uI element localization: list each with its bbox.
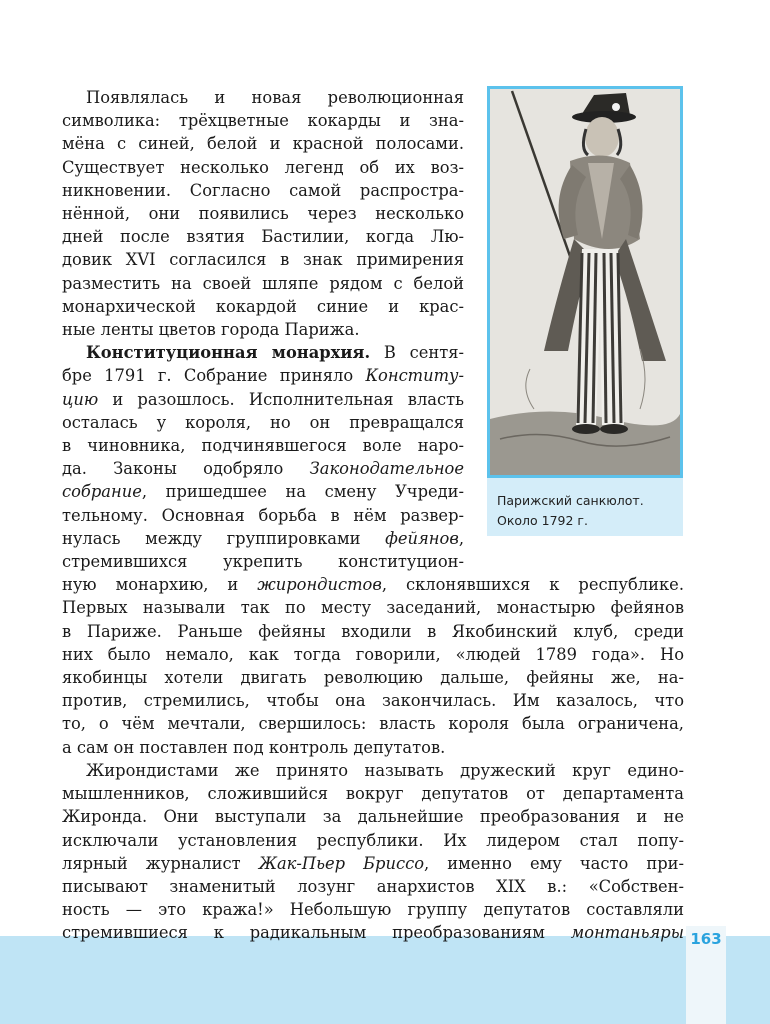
text-line — [62, 109, 464, 132]
italic-term: цию — [62, 389, 99, 409]
figure-caption-line-1: Парижский санкюлот. — [497, 493, 644, 508]
text-run: мёна с синей, белой и красной полосами. — [62, 134, 464, 154]
sans-culotte-engraving — [490, 89, 680, 475]
text-run: нённой, они появились через несколько — [62, 204, 464, 224]
text-run: ные ленты цветов города Парижа. — [62, 320, 360, 340]
text-line — [62, 156, 464, 179]
text-line — [62, 573, 684, 596]
text-run: стремившихся укрепить конституцион- — [62, 552, 464, 572]
text-run: стремившиеся к радикальным преобразованиям — [62, 923, 571, 943]
text-run: писывают знаменитый лозунг анархистов XIX в.: «Собствен- — [62, 876, 684, 896]
text-line — [62, 643, 684, 666]
text-run: никновении. Согласно самой распростра- — [62, 180, 464, 200]
text-line — [62, 689, 684, 712]
text-line — [62, 527, 464, 550]
text-line — [62, 620, 684, 643]
text-run: нулась между группировками — [62, 528, 386, 548]
text-run: , — [458, 528, 464, 548]
text-line — [62, 86, 464, 109]
text-run: В сентя- — [370, 343, 464, 363]
bold-heading: Конституционная монархия. — [86, 343, 371, 363]
text-run: , пришедшее на смену Учреди- — [141, 482, 464, 502]
text-run: , именно ему часто при- — [424, 853, 685, 873]
italic-term: жирондистов — [257, 575, 382, 595]
text-line — [62, 736, 684, 759]
text-line — [62, 712, 684, 735]
text-line — [62, 550, 464, 573]
text-line — [62, 457, 464, 480]
text-line — [62, 388, 464, 411]
figure-caption — [487, 478, 683, 536]
text-line — [62, 782, 684, 805]
text-run: Существует несколько легенд об их воз- — [62, 157, 464, 177]
text-line — [62, 179, 464, 202]
figure-caption-line-2: Около 1792 г. — [497, 513, 588, 528]
text-run: мышленников, сложившийся вокруг депутатов от департамента — [62, 784, 684, 804]
text-line — [62, 921, 684, 944]
text-run: якобинцы хотели двигать революцию дальше, фейяны же, на- — [62, 668, 684, 688]
text-line — [62, 341, 464, 364]
text-run: против, стремились, чтобы она закончилась. Им казалось, что — [62, 691, 684, 711]
text-run: бре 1791 г. Собрание приняло — [62, 366, 366, 386]
text-run: ность — это кража!» Небольшую группу депутатов составляли — [62, 900, 684, 920]
text-run: исключали установления республики. Их лидером стал попу- — [62, 830, 684, 850]
text-run: а сам он поставлен под контроль депутатов. — [62, 737, 446, 757]
text-line — [62, 411, 464, 434]
text-run: , склонявшихся к республике. — [381, 575, 684, 595]
text-line — [62, 434, 464, 457]
text-line — [62, 132, 464, 155]
italic-term: монтаньяры — [570, 923, 684, 943]
text-run: в чиновника, подчинявшегося воле наро- — [62, 436, 464, 456]
text-line — [62, 666, 684, 689]
italic-term: собрание — [62, 482, 142, 502]
text-run: и разошлось. Исполнительная власть — [98, 389, 464, 409]
text-run: ную монархию, и — [62, 575, 258, 595]
text-run: лярный журналист — [62, 853, 259, 873]
text-line — [62, 829, 684, 852]
text-line — [62, 875, 684, 898]
text-run: в Париже. Раньше фейяны входили в Якобинский клуб, среди — [62, 621, 684, 641]
figure-illustration — [487, 86, 683, 478]
text-run: дней после взятия Бастилии, когда Лю- — [62, 227, 464, 247]
italic-term: Конститу- — [365, 366, 464, 386]
text-line — [62, 759, 684, 782]
text-run: разместить на своей шляпе рядом с белой — [62, 273, 464, 293]
text-line — [62, 504, 464, 527]
text-run: символика: трёхцветные кокарды и зна- — [62, 111, 464, 131]
figure-sans-culotte — [487, 86, 683, 536]
text-run: монархической кокардой синие и крас- — [62, 296, 464, 316]
text-run: то, о чём мечтали, свершилось: власть короля была ограничена, — [62, 714, 684, 734]
text-line — [62, 596, 684, 619]
text-line — [62, 202, 464, 225]
text-run: Появлялась и новая революционная — [86, 88, 464, 107]
text-line — [62, 805, 684, 828]
page-number: 163 — [690, 930, 722, 948]
text-line — [62, 480, 464, 503]
text-run: Первых называли так по месту заседаний, монастырю фейянов — [62, 598, 684, 618]
text-line — [62, 225, 464, 248]
italic-term: Законодательное — [309, 459, 464, 479]
text-run: довик XVI согласился в знак примирения — [62, 250, 464, 270]
text-line — [62, 364, 464, 387]
text-run: Жиронда. Они выступали за дальнейшие преобразования и не — [62, 807, 684, 827]
text-run: да. Законы одобряло — [62, 459, 310, 479]
page-footer-band — [0, 936, 770, 1024]
text-run: Жирондистами же принято называть дружеский круг едино- — [86, 760, 684, 780]
text-line — [62, 852, 684, 875]
text-run: осталась у короля, но он превращался — [62, 412, 464, 432]
text-line — [62, 295, 464, 318]
text-run: тельному. Основная борьба в нём развер- — [62, 505, 464, 525]
italic-term: Жак-Пьер Бриссо — [258, 853, 425, 873]
text-line — [62, 272, 464, 295]
text-line — [62, 898, 684, 921]
text-line — [62, 248, 464, 271]
italic-term: фейянов — [385, 528, 459, 548]
text-run: них было немало, как тогда говорили, «людей 1789 года». Но — [62, 644, 684, 664]
text-line — [62, 318, 464, 341]
